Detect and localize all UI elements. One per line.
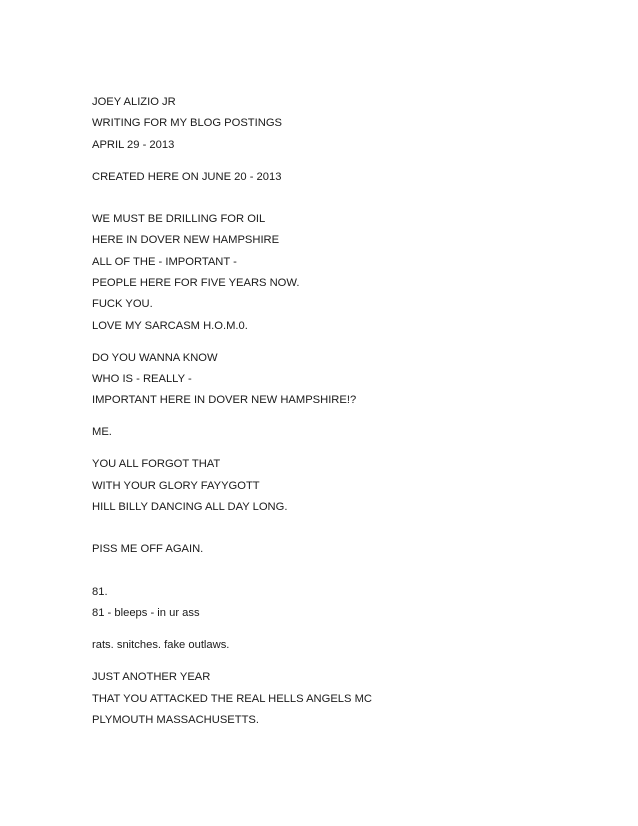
text-line: IMPORTANT HERE IN DOVER NEW HAMPSHIRE!? <box>92 394 357 407</box>
text-line: WITH YOUR GLORY FAYYGOTT <box>92 479 260 492</box>
text-line: 81. <box>92 585 108 598</box>
spacer <box>92 444 592 455</box>
text-line: YOU ALL FORGOT THAT <box>92 458 221 471</box>
text-line: PLYMOUTH MASSACHUSETTS. <box>92 713 260 726</box>
text-line: THAT YOU ATTACKED THE REAL HELLS ANGELS MC <box>92 692 372 705</box>
text-line: JUST ANOTHER YEAR <box>92 671 211 684</box>
text-line: PEOPLE HERE FOR FIVE YEARS NOW. <box>92 277 300 290</box>
text-line: LOVE MY SARCASM H.O.M.0. <box>92 319 248 332</box>
created-line: CREATED HERE ON JUNE 20 - 2013 <box>92 170 282 183</box>
subtitle-line: WRITING FOR MY BLOG POSTINGS <box>92 117 282 130</box>
spacer <box>92 518 592 539</box>
spacer <box>92 412 592 423</box>
text-line: ALL OF THE - IMPORTANT - <box>92 255 237 268</box>
text-line: HILL BILLY DANCING ALL DAY LONG. <box>92 500 288 513</box>
spacer <box>92 625 592 636</box>
text-line: WHO IS - REALLY - <box>92 372 192 385</box>
text-line: PISS ME OFF AGAIN. <box>92 543 204 556</box>
text-line: FUCK YOU. <box>92 298 153 311</box>
spacer <box>92 337 592 348</box>
author-line: JOEY ALIZIO JR <box>92 96 176 108</box>
text-line: rats. snitches. fake outlaws. <box>92 639 230 652</box>
text-line: 81 - bleeps - in ur ass <box>92 607 200 620</box>
spacer <box>92 561 592 582</box>
text-line: WE MUST BE DRILLING FOR OIL <box>92 213 266 226</box>
spacer <box>92 156 592 167</box>
spacer <box>92 657 592 668</box>
text-line: DO YOU WANNA KNOW <box>92 351 218 364</box>
text-line: ME. <box>92 426 112 439</box>
document-page <box>92 92 592 731</box>
spacer <box>92 188 592 209</box>
date-line: APRIL 29 - 2013 <box>92 138 175 151</box>
text-line: HERE IN DOVER NEW HAMPSHIRE <box>92 234 280 247</box>
